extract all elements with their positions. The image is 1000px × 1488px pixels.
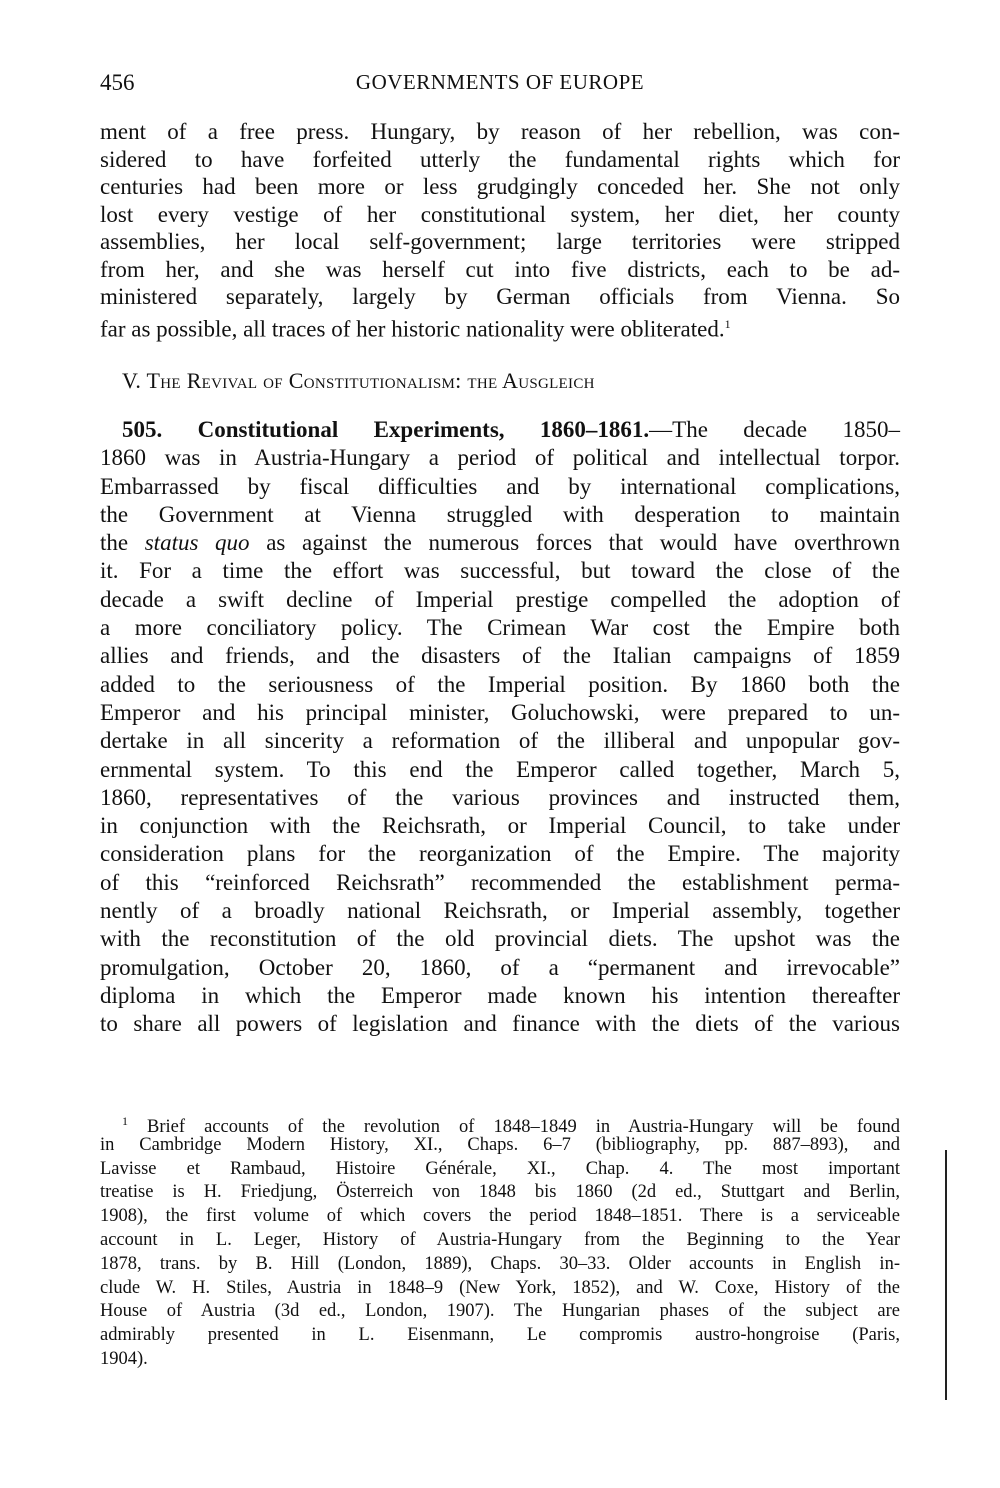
footnote-line: 1878, trans. by B. Hill (London, 1889), Chaps. 30–33. Older accounts in English in- xyxy=(100,1253,900,1274)
text-line: ministered separately, largely by German officials from Vienna. So xyxy=(100,284,900,309)
text-line: consideration plans for the reorganization of the Empire. The majority xyxy=(100,841,900,867)
footnote-line: in Cambridge Modern History, XI., Chaps. 6–7 (bibliography, pp. 887–893), and xyxy=(100,1134,900,1155)
section-title: 505. Constitutional Experiments, 1860–1861. xyxy=(122,417,650,442)
text-line: assemblies, her local self-government; large territories were stripped xyxy=(100,229,900,254)
text-line: lost every vestige of her constitutional system, her diet, her county xyxy=(100,201,900,227)
text-line: Embarrassed by fiscal difficulties and by international complications, xyxy=(100,473,900,499)
text-line: from her, and she was herself cut into five districts, each to be ad- xyxy=(100,256,900,282)
footnote-line: House of Austria (3d ed., London, 1907). The Hungarian phases of the subject are xyxy=(100,1301,900,1322)
text-line-content: —The decade 1850– xyxy=(649,417,901,442)
footnote xyxy=(100,1110,900,1372)
text-line: in conjunction with the Reichsrath, or Imperial Council, to take under xyxy=(100,813,900,839)
text-line: of this “reinforced Reichsrath” recommended the establishment perma- xyxy=(100,869,900,895)
text-line: dertake in all sincerity a reformation of the illiberal and unpopular gov- xyxy=(100,728,900,754)
text-line: nently of a broadly national Reichsrath, or Imperial assembly, together xyxy=(100,898,900,924)
text-line: Emperor and his principal minister, Goluchowski, were prepared to un- xyxy=(100,699,900,725)
footnote-line: Lavisse et Rambaud, Histoire Générale, XI., Chap. 4. The most important xyxy=(100,1158,900,1179)
footnote-line: 1908), the first volume of which covers the period 1848–1851. There is a serviceable xyxy=(100,1206,900,1227)
text-line: the Government at Vienna struggled with desperation to maintain xyxy=(100,501,900,527)
paragraph-1 xyxy=(100,118,900,342)
footnote-reference: 1 xyxy=(724,316,731,331)
text-line xyxy=(100,311,900,342)
text-line: with the reconstitution of the old provincial diets. The upshot was the xyxy=(100,926,900,952)
footnote-line: treatise is H. Friedjung, Österreich von 1848 bis 1860 (2d ed., Stuttgart and Berlin, xyxy=(100,1182,900,1203)
text-line xyxy=(100,416,900,444)
section-heading-text: V. The Revival of Constitutionalism: the Ausgleich xyxy=(122,368,595,393)
text-line: ment of a free press. Hungary, by reason of her rebellion, was con- xyxy=(100,119,900,144)
text-line: centuries had been more or less grudgingly conceded her. She not only xyxy=(100,174,900,199)
text-line: sidered to have forfeited utterly the fundamental rights which for xyxy=(100,146,900,172)
text-line: a more conciliatory policy. The Crimean War cost the Empire both xyxy=(100,615,900,641)
section-heading xyxy=(122,368,595,394)
text-line: allies and friends, and the disasters of the Italian campaigns of 1859 xyxy=(100,643,900,669)
text-line: the status quo as against the numerous forces that would have overthrown xyxy=(100,530,901,556)
text-line: it. For a time the effort was successful, but toward the close of the xyxy=(100,558,900,584)
footnote-line: 1904). xyxy=(100,1348,148,1369)
text-line-content: as against the numerous forces that would have overthrown xyxy=(266,530,901,556)
text-line-content: far as possible, all traces of her historic nationality were obliterated. xyxy=(100,316,725,342)
text-line: ernmental system. To this end the Emperor called together, March 5, xyxy=(100,756,900,782)
text-line: added to the seriousness of the Imperial position. By 1860 both the xyxy=(100,671,900,697)
paragraph-2 xyxy=(100,416,900,1039)
text-line: decade a swift decline of Imperial prestige compelled the adoption of xyxy=(100,586,900,612)
running-head: GOVERNMENTS OF EUROPE xyxy=(355,70,645,94)
text-line: promulgation, October 20, 1860, of a “permanent and irrevocable” xyxy=(100,954,900,980)
text-line: 1860, representatives of the various provinces and instructed them, xyxy=(100,784,900,810)
text-line-content: Brief accounts of the revolution of 1848–1849 in Austria-Hungary will be found xyxy=(147,1117,901,1138)
footnote-marker: 1 xyxy=(122,1114,128,1128)
footnote-line: account in L. Leger, History of Austria-Hungary from the Beginning to the Year xyxy=(100,1229,900,1250)
scan-edge-line xyxy=(945,1150,947,1400)
footnote-line: clude W. H. Stiles, Austria in 1848–9 (New York, 1852), and W. Coxe, History of the xyxy=(100,1277,900,1298)
italic-phrase: status quo xyxy=(144,530,250,556)
footnote-line xyxy=(100,1110,901,1138)
page-header xyxy=(100,70,900,100)
page-number: 456 xyxy=(100,70,135,95)
text-line: 1860 was in Austria-Hungary a period of political and intellectual torpor. xyxy=(100,445,900,471)
footnote-line: admirably presented in L. Eisenmann, Le compromis austro-hongroise (Paris, xyxy=(100,1325,900,1346)
text-line: to share all powers of legislation and finance with the diets of the various xyxy=(100,1011,900,1037)
text-line: diploma in which the Emperor made known his intention thereafter xyxy=(100,982,900,1008)
